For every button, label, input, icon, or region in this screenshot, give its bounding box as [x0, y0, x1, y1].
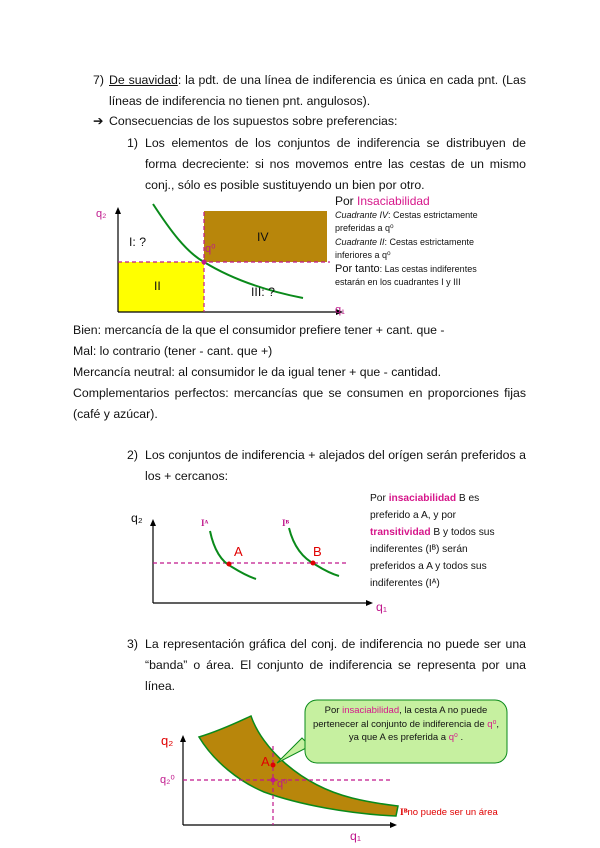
def-bien: Bien: mercancía de la que el consumidor prefiere tener + cant. que - — [73, 323, 445, 337]
fig1-note-q2-label: Cuadrante II — [335, 237, 385, 247]
consequences-title: Consecuencias de los supuestos sobre preferencias: — [109, 114, 398, 128]
def-neutral: Mercancía neutral: al consumidor le da igual tener + que - cantidad. — [73, 365, 442, 379]
fig3-callout-w1: insaciabilidad — [342, 705, 400, 716]
fig1-ylabel: q₂ — [96, 208, 107, 220]
fig1-note-q4-text: : Cestas estrictamente preferidas a q⁰ — [335, 210, 478, 233]
fig3-xlabel: q₁ — [350, 829, 361, 843]
fig1-quad1: I: ? — [129, 235, 147, 249]
fig3-band-note-text: no puede ser un área — [407, 807, 498, 818]
fig1-quad2: II — [154, 279, 161, 293]
fig2-curve-b-label: Iᴮ — [282, 518, 290, 528]
fig3-callout-p1: Por — [324, 705, 343, 716]
fig3-x-arrow-icon — [390, 822, 397, 828]
fig1-note-title-word: Insaciabilidad — [357, 194, 430, 208]
fig2-xlabel: q₁ — [376, 600, 387, 614]
fig3-callout-w3: q⁰ — [448, 732, 458, 743]
fig3-point-a-label: A — [261, 754, 270, 769]
fig2-note-p3: B y todos sus indiferentes (Iᴮ) serán preferidos a A y todos sus indiferentes (Iᴬ) — [370, 527, 495, 589]
fig2-curve-a-label: Iᴬ — [201, 518, 209, 528]
fig3-callout-p4: . — [457, 732, 464, 743]
c2-number: 2) — [127, 448, 138, 462]
fig1-note-q2-text: : Cestas estrictamente inferiores a q⁰ — [335, 237, 475, 260]
fig2-note-w2: transitividad — [370, 527, 431, 538]
c3-number: 3) — [127, 637, 138, 651]
fig1-note-tanto-text: : Las cestas indiferentes estarán en los cuadrantes I y III — [335, 264, 477, 287]
item-7-number: 7) — [93, 73, 104, 87]
fig1-quad4: IV — [257, 230, 269, 244]
arrow-icon: ➔ — [93, 114, 104, 128]
fig1-xlabel: q₁ — [335, 304, 345, 316]
fig3-band-note-label: Iᴮ — [400, 808, 408, 818]
fig1-quad3: III: ? — [251, 285, 275, 299]
fig3-callout-p3: , ya que A es preferida a — [348, 718, 500, 743]
fig3-band-note — [400, 806, 498, 820]
item-7-term: De suavidad — [109, 73, 178, 87]
c3-text: La representación gráfica del conj. de indiferencia no puede ser una “banda” o área. El conjunto de indiferencia se representa por una línea. — [145, 637, 526, 693]
fig1-note-q4-label: Cuadrante IV — [335, 210, 389, 220]
fig3-point-a — [271, 763, 276, 768]
fig3-callout-text — [311, 704, 501, 745]
fig1-note-title-prefix: Por — [335, 194, 358, 208]
fig3-ylabel: q₂ — [161, 733, 174, 748]
fig2-note-p1: Por — [370, 493, 389, 504]
item-7-body: : la pdt. de una línea de indiferencia es única en cada pnt. (Las líneas de indiferencia no tienen pnt. angulosos). — [109, 73, 526, 108]
c2-text: Los conjuntos de indiferencia + alejados del orígen serán preferidos a los + cercanos: — [145, 448, 526, 483]
fig1-note-tanto: Por tanto — [335, 263, 380, 275]
fig2-point-b-label: B — [313, 544, 322, 559]
fig2-note-p2: B es preferido a A, y por — [370, 493, 480, 521]
fig3-y-arrow-icon — [180, 735, 186, 742]
fig3-callout-p2: , la cesta A no puede pertenecer al conjunto de indiferencia de — [312, 705, 488, 730]
fig2-ylabel: q₂ — [131, 511, 143, 525]
def-complementarios: Complementarios perfectos: mercancías que se consumen en proporciones fijas (café y azúcar). — [73, 386, 526, 421]
fig3-point-label: q⁰ — [277, 778, 288, 790]
c1-text: Los elementos de los conjuntos de indiferencia se distribuyen de forma decreciente: si nos movemos entre las cestas de un mismo conj., sólo es posible sustituyendo un bien por otro. — [145, 136, 526, 192]
fig2-note-w1: insaciabilidad — [388, 493, 457, 504]
fig2-point-a-label: A — [234, 544, 243, 559]
fig3-callout-w2: q⁰ — [487, 718, 497, 730]
fig1-point-label: q⁰ — [205, 243, 216, 255]
c1-number: 1) — [127, 136, 138, 150]
fig3-q2zero: q₂⁰ — [160, 774, 175, 786]
fig3-point-q0 — [271, 778, 276, 783]
def-mal: Mal: lo contrario (tener - cant. que +) — [73, 344, 273, 358]
